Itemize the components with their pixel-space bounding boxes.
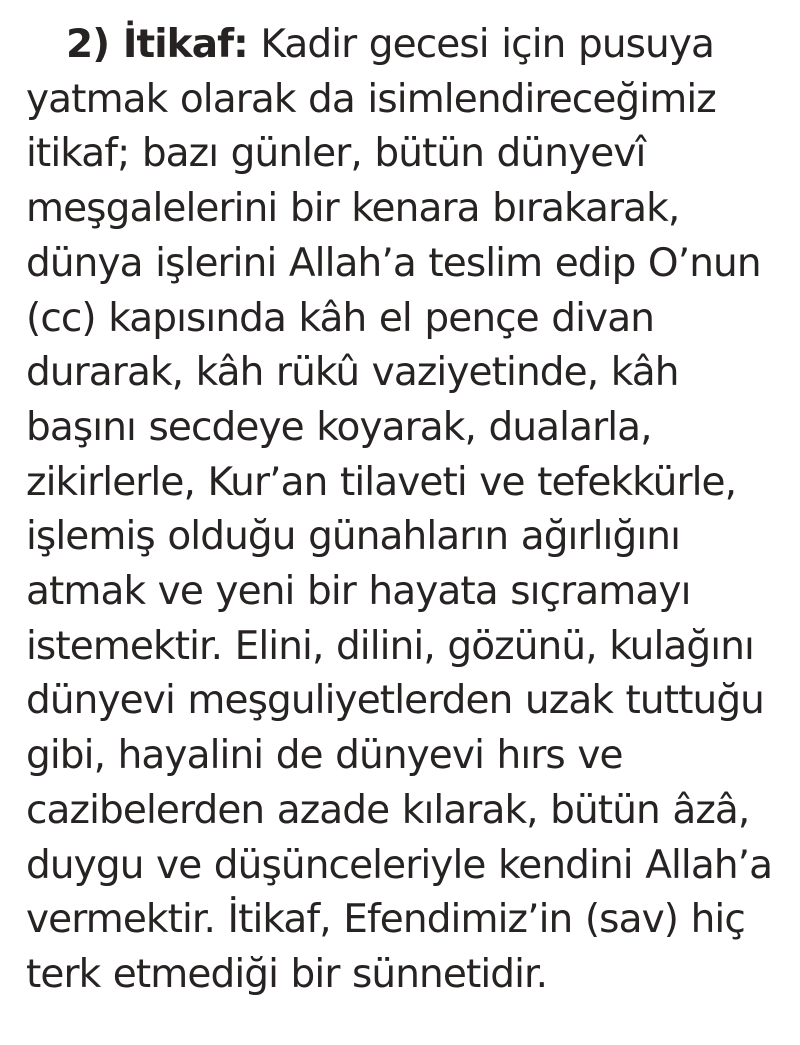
paragraph-line-1 xyxy=(26,18,786,73)
paragraph-line-7: durarak, kâh rükû vaziyetinde, kâh xyxy=(26,350,679,396)
paragraph-line-4: meşgalelerini bir kenara bırakarak, xyxy=(26,186,680,232)
paragraph-line-10: işlemiş olduğu günahların ağırlığını xyxy=(26,514,681,560)
paragraph-line-3: itikaf; bazı günler, bütün dünyevî xyxy=(26,131,646,177)
paragraph-line-5: dünya işlerini Allah’a teslim edip O’nun xyxy=(26,240,761,286)
paragraph-line-12: istemektir. Elini, dilini, gözünü, kulağını xyxy=(26,623,754,669)
paragraph-line-2: yatmak olarak da isimlendireceğimiz xyxy=(26,76,716,122)
paragraph-line-16: duygu ve düşünceleriyle kendini Allah’a xyxy=(26,842,773,888)
paragraph-line-6: (cc) kapısında kâh el pençe divan xyxy=(26,295,655,341)
paragraph-line-13: dünyevi meşguliyetlerden uzak tuttuğu xyxy=(26,678,764,724)
paragraph-line-8: başını secdeye koyarak, dualarla, xyxy=(26,404,652,450)
text-page xyxy=(26,18,786,1003)
section-heading: 2) İtikaf: xyxy=(66,22,248,67)
paragraph-text-1: Kadir gecesi için pusuya xyxy=(247,22,715,67)
paragraph-line-15: cazibelerden azade kılarak, bütün âzâ, xyxy=(26,787,750,833)
paragraph-line-18: terk etmediği bir sünnetidir. xyxy=(26,951,548,997)
paragraph-line-11: atmak ve yeni bir hayata sıçramayı xyxy=(26,569,691,615)
paragraph-line-14: gibi, hayalini de dünyevi hırs ve xyxy=(26,733,623,779)
paragraph-line-17: vermektir. İtikaf, Efendimiz’in (sav) hiç xyxy=(26,897,745,943)
paragraph-line-9: zikirlerle, Kur’an tilaveti ve tefekkürle, xyxy=(26,459,737,505)
